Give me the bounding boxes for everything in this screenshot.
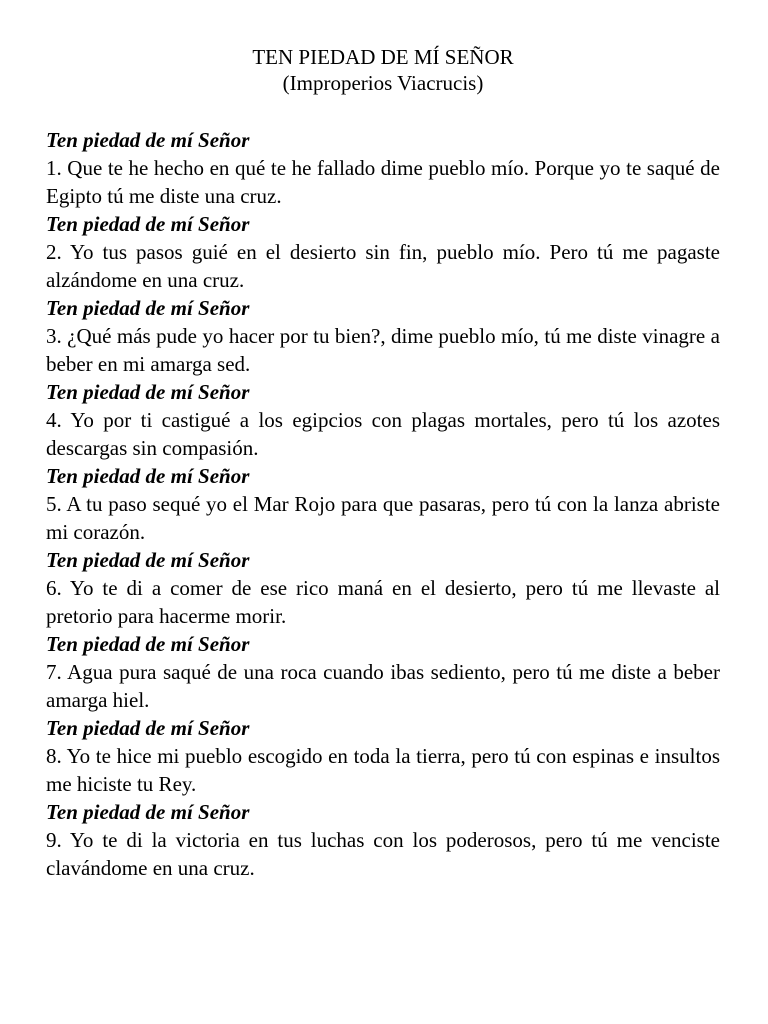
document-page [46, 44, 720, 882]
verse-8: 8. Yo te hice mi pueblo escogido en toda la tierra, pero tú con espinas e insultos me hiciste tu Rey. [46, 744, 720, 796]
verse-4: 4. Yo por ti castigué a los egipcios con plagas mortales, pero tú los azotes descargas sin compasión. [46, 408, 720, 460]
refrain-line: Ten piedad de mí Señor [46, 296, 250, 320]
refrain-line: Ten piedad de mí Señor [46, 800, 250, 824]
refrain-line: Ten piedad de mí Señor [46, 632, 250, 656]
refrain-line: Ten piedad de mí Señor [46, 128, 250, 152]
refrain-line: Ten piedad de mí Señor [46, 380, 250, 404]
document-subtitle: (Improperios Viacrucis) [282, 71, 484, 95]
refrain-line: Ten piedad de mí Señor [46, 716, 250, 740]
refrain-line: Ten piedad de mí Señor [46, 464, 250, 488]
refrain-line: Ten piedad de mí Señor [46, 548, 250, 572]
refrain-line: Ten piedad de mí Señor [46, 212, 250, 236]
verse-6: 6. Yo te di a comer de ese rico maná en el desierto, pero tú me llevaste al pretorio para hacerme morir. [46, 576, 720, 628]
verse-7: 7. Agua pura saqué de una roca cuando ibas sediento, pero tú me diste a beber amarga hiel. [46, 660, 720, 712]
verse-3: 3. ¿Qué más pude yo hacer por tu bien?, dime pueblo mío, tú me diste vinagre a beber en mi amarga sed. [46, 324, 720, 376]
verse-5: 5. A tu paso sequé yo el Mar Rojo para que pasaras, pero tú con la lanza abriste mi corazón. [46, 492, 720, 544]
verse-1: 1. Que te he hecho en qué te he fallado dime pueblo mío. Porque yo te saqué de Egipto tú me diste una cruz. [46, 156, 720, 208]
document-title: TEN PIEDAD DE MÍ SEÑOR [252, 45, 514, 69]
verse-9: 9. Yo te di la victoria en tus luchas con los poderosos, pero tú me venciste clavándome en una cruz. [46, 828, 720, 880]
verse-2: 2. Yo tus pasos guié en el desierto sin fin, pueblo mío. Pero tú me pagaste alzándome en una cruz. [46, 240, 720, 292]
